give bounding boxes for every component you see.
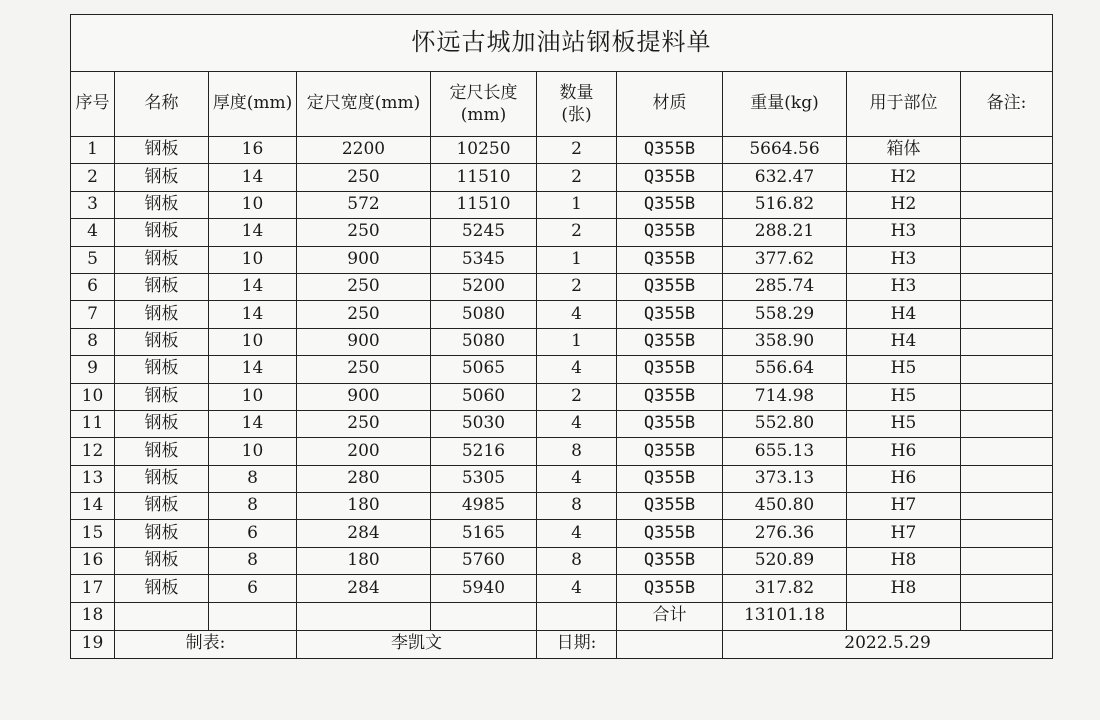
cell-name: 钢板 [115,273,209,300]
total-row-empty-1 [115,602,209,630]
cell-width: 250 [297,301,431,328]
cell-weight: 358.90 [723,328,847,355]
total-row-empty-3 [297,602,431,630]
cell-weight: 373.13 [723,465,847,492]
cell-remark [961,547,1053,574]
total-row-index: 18 [71,602,115,630]
cell-length: 5345 [431,246,537,273]
cell-usage: H5 [847,356,961,383]
cell-length: 5245 [431,219,537,246]
cell-material: Q355B [617,137,723,164]
cell-width: 250 [297,356,431,383]
cell-width: 2200 [297,137,431,164]
cell-qty: 4 [537,520,617,547]
cell-usage: H3 [847,219,961,246]
header-length-line2: (mm) [460,105,507,125]
cell-material: Q355B [617,438,723,465]
cell-width: 572 [297,191,431,218]
cell-thickness: 10 [209,438,297,465]
cell-material: Q355B [617,301,723,328]
table-row [71,356,1053,383]
cell-qty: 2 [537,273,617,300]
cell-name: 钢板 [115,219,209,246]
cell-remark [961,219,1053,246]
date-value: 2022.5.29 [723,630,1053,658]
cell-qty: 2 [537,383,617,410]
total-row-empty-4 [431,602,537,630]
total-row-empty-7 [961,602,1053,630]
cell-name: 钢板 [115,438,209,465]
cell-weight: 520.89 [723,547,847,574]
cell-qty: 2 [537,137,617,164]
cell-thickness: 14 [209,219,297,246]
prepared-by-label: 制表: [115,630,297,658]
cell-width: 284 [297,575,431,602]
table-row [71,520,1053,547]
cell-index: 7 [71,301,115,328]
cell-length: 5080 [431,301,537,328]
cell-remark [961,575,1053,602]
title-row [71,15,1053,72]
cell-name: 钢板 [115,493,209,520]
cell-thickness: 6 [209,520,297,547]
total-row-empty-5 [537,602,617,630]
cell-width: 280 [297,465,431,492]
cell-weight: 632.47 [723,164,847,191]
cell-qty: 4 [537,410,617,437]
total-row-empty-6 [847,602,961,630]
cell-length: 5216 [431,438,537,465]
cell-remark [961,465,1053,492]
cell-length: 11510 [431,164,537,191]
cell-length: 5080 [431,328,537,355]
cell-width: 900 [297,383,431,410]
header-row [71,72,1053,137]
cell-material: Q355B [617,356,723,383]
table-row [71,273,1053,300]
cell-weight: 317.82 [723,575,847,602]
cell-qty: 1 [537,328,617,355]
cell-name: 钢板 [115,164,209,191]
cell-width: 250 [297,273,431,300]
cell-index: 3 [71,191,115,218]
cell-material: Q355B [617,493,723,520]
cell-material: Q355B [617,410,723,437]
cell-material: Q355B [617,547,723,574]
cell-thickness: 14 [209,301,297,328]
cell-name: 钢板 [115,191,209,218]
table-row [71,575,1053,602]
cell-usage: H3 [847,246,961,273]
cell-name: 钢板 [115,575,209,602]
cell-thickness: 14 [209,356,297,383]
cell-usage: H7 [847,520,961,547]
cell-index: 11 [71,410,115,437]
cell-material: Q355B [617,273,723,300]
cell-weight: 556.64 [723,356,847,383]
cell-width: 284 [297,520,431,547]
total-row [71,602,1053,630]
cell-usage: H2 [847,164,961,191]
cell-weight: 276.36 [723,520,847,547]
header-material: 材质 [617,72,723,137]
header-weight: 重量(kg) [723,72,847,137]
cell-material: Q355B [617,164,723,191]
cell-material: Q355B [617,575,723,602]
cell-index: 4 [71,219,115,246]
cell-weight: 516.82 [723,191,847,218]
header-qty-line1: 数量 [559,82,594,103]
cell-weight: 5664.56 [723,137,847,164]
cell-weight: 450.80 [723,493,847,520]
header-remark: 备注: [961,72,1053,137]
total-row-empty-2 [209,602,297,630]
cell-name: 钢板 [115,246,209,273]
cell-length: 5065 [431,356,537,383]
cell-weight: 558.29 [723,301,847,328]
cell-thickness: 8 [209,547,297,574]
cell-remark [961,328,1053,355]
cell-index: 17 [71,575,115,602]
cell-length: 10250 [431,137,537,164]
steel-plate-table [70,14,1053,659]
cell-remark [961,273,1053,300]
header-length-line1: 定尺长度 [449,82,518,103]
cell-index: 9 [71,356,115,383]
cell-remark [961,383,1053,410]
cell-index: 10 [71,383,115,410]
cell-remark [961,493,1053,520]
cell-material: Q355B [617,219,723,246]
cell-length: 5030 [431,410,537,437]
cell-remark [961,301,1053,328]
cell-qty: 4 [537,465,617,492]
cell-weight: 714.98 [723,383,847,410]
cell-remark [961,191,1053,218]
cell-length: 5305 [431,465,537,492]
cell-name: 钢板 [115,137,209,164]
header-index: 序号 [71,72,115,137]
cell-name: 钢板 [115,520,209,547]
cell-length: 5200 [431,273,537,300]
cell-usage: H6 [847,465,961,492]
table-row [71,328,1053,355]
cell-index: 16 [71,547,115,574]
cell-name: 钢板 [115,328,209,355]
cell-index: 5 [71,246,115,273]
cell-index: 14 [71,493,115,520]
header-thickness: 厚度(mm) [209,72,297,137]
cell-qty: 1 [537,191,617,218]
cell-name: 钢板 [115,410,209,437]
cell-name: 钢板 [115,356,209,383]
cell-material: Q355B [617,246,723,273]
cell-weight: 288.21 [723,219,847,246]
cell-usage: 箱体 [847,137,961,164]
cell-weight: 552.80 [723,410,847,437]
cell-qty: 8 [537,547,617,574]
cell-index: 12 [71,438,115,465]
signature-row-index: 19 [71,630,115,658]
cell-remark [961,246,1053,273]
cell-qty: 4 [537,301,617,328]
cell-thickness: 10 [209,191,297,218]
cell-qty: 8 [537,493,617,520]
cell-name: 钢板 [115,301,209,328]
cell-length: 5165 [431,520,537,547]
total-weight: 13101.18 [723,602,847,630]
cell-qty: 4 [537,575,617,602]
cell-material: Q355B [617,520,723,547]
cell-weight: 377.62 [723,246,847,273]
cell-usage: H4 [847,301,961,328]
cell-material: Q355B [617,328,723,355]
cell-material: Q355B [617,383,723,410]
cell-width: 250 [297,410,431,437]
cell-width: 180 [297,493,431,520]
cell-usage: H4 [847,328,961,355]
cell-material: Q355B [617,191,723,218]
cell-thickness: 14 [209,273,297,300]
cell-qty: 1 [537,246,617,273]
prepared-by-name: 李凯文 [297,630,537,658]
cell-width: 900 [297,328,431,355]
cell-usage: H2 [847,191,961,218]
cell-name: 钢板 [115,547,209,574]
cell-thickness: 10 [209,246,297,273]
table-row [71,164,1053,191]
cell-usage: H8 [847,547,961,574]
cell-length: 5940 [431,575,537,602]
header-usage: 用于部位 [847,72,961,137]
table-row [71,438,1053,465]
cell-index: 1 [71,137,115,164]
material-requisition-sheet [70,14,1052,659]
cell-name: 钢板 [115,383,209,410]
cell-length: 11510 [431,191,537,218]
cell-thickness: 6 [209,575,297,602]
signature-row-empty [617,630,723,658]
cell-usage: H8 [847,575,961,602]
cell-usage: H3 [847,273,961,300]
cell-length: 5060 [431,383,537,410]
cell-width: 900 [297,246,431,273]
cell-weight: 285.74 [723,273,847,300]
cell-remark [961,438,1053,465]
cell-index: 8 [71,328,115,355]
cell-usage: H6 [847,438,961,465]
table-row [71,137,1053,164]
table-row [71,410,1053,437]
cell-qty: 8 [537,438,617,465]
cell-thickness: 14 [209,164,297,191]
cell-weight: 655.13 [723,438,847,465]
table-row [71,246,1053,273]
cell-index: 13 [71,465,115,492]
cell-thickness: 8 [209,493,297,520]
cell-length: 5760 [431,547,537,574]
cell-remark [961,137,1053,164]
total-label: 合计 [617,602,723,630]
cell-index: 2 [71,164,115,191]
table-row [71,191,1053,218]
cell-width: 250 [297,164,431,191]
header-width: 定尺宽度(mm) [297,72,431,137]
cell-length: 4985 [431,493,537,520]
header-length [431,72,537,137]
cell-remark [961,164,1053,191]
table-row [71,493,1053,520]
cell-width: 200 [297,438,431,465]
cell-remark [961,356,1053,383]
header-qty-line2: (张) [561,105,592,125]
cell-usage: H5 [847,410,961,437]
cell-thickness: 16 [209,137,297,164]
table-row [71,383,1053,410]
cell-qty: 4 [537,356,617,383]
cell-thickness: 10 [209,328,297,355]
cell-qty: 2 [537,219,617,246]
cell-usage: H5 [847,383,961,410]
cell-material: Q355B [617,465,723,492]
cell-usage: H7 [847,493,961,520]
cell-remark [961,520,1053,547]
cell-remark [961,410,1053,437]
cell-thickness: 8 [209,465,297,492]
cell-width: 180 [297,547,431,574]
sheet-title: 怀远古城加油站钢板提料单 [71,15,1053,72]
cell-name: 钢板 [115,465,209,492]
signature-row [71,630,1053,658]
table-row [71,219,1053,246]
table-row [71,547,1053,574]
cell-thickness: 10 [209,383,297,410]
cell-thickness: 14 [209,410,297,437]
table-row [71,465,1053,492]
header-name: 名称 [115,72,209,137]
header-qty [537,72,617,137]
cell-index: 15 [71,520,115,547]
date-label: 日期: [537,630,617,658]
cell-qty: 2 [537,164,617,191]
table-row [71,301,1053,328]
cell-index: 6 [71,273,115,300]
cell-width: 250 [297,219,431,246]
